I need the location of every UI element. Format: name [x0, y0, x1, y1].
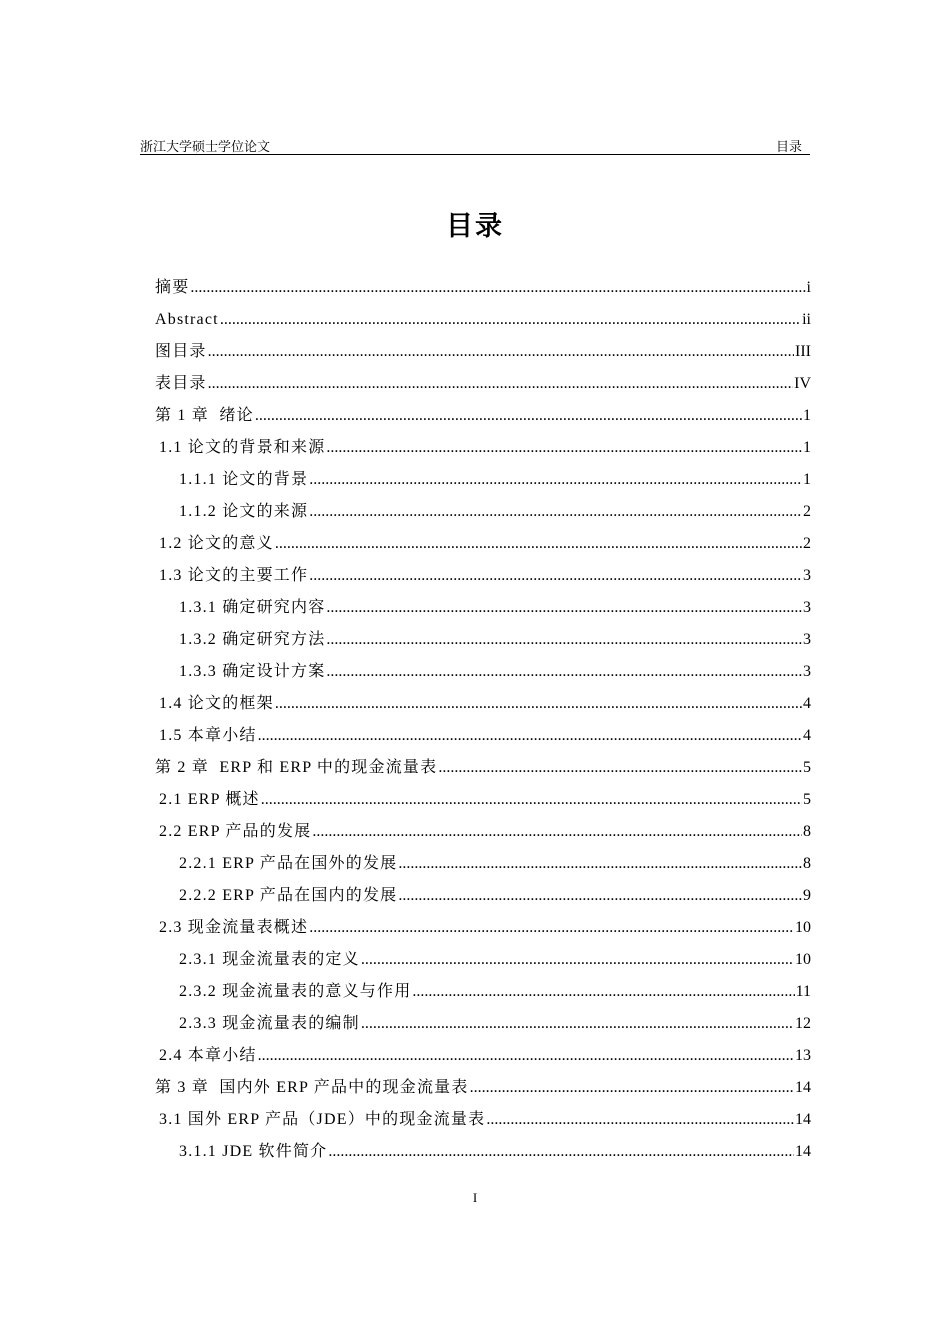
toc-entry-page: 2	[803, 535, 811, 552]
toc-leader-dots	[438, 752, 802, 784]
toc-leader-dots	[361, 944, 794, 976]
toc-leader-dots	[220, 304, 801, 336]
page-title: 目录	[446, 211, 504, 241]
page-number: I	[472, 1190, 478, 1205]
toc-entry-page: 1	[803, 407, 811, 424]
toc-leader-dots	[258, 1040, 794, 1072]
toc-entry-page: IV	[794, 375, 811, 392]
toc-entry[interactable]	[155, 1104, 811, 1136]
toc-entry-label: 2.2 ERP 产品的发展	[159, 823, 312, 840]
toc-leader-dots	[398, 880, 802, 912]
toc-entry-page: 3	[803, 663, 811, 680]
table-of-contents	[155, 272, 811, 1168]
toc-leader-dots	[470, 1072, 794, 1104]
toc-entry[interactable]	[155, 528, 811, 560]
toc-leader-dots	[258, 720, 802, 752]
toc-leader-dots	[326, 624, 802, 656]
toc-entry[interactable]	[155, 656, 811, 688]
toc-entry-page: 14	[795, 1111, 811, 1128]
toc-entry-label: Abstract	[155, 311, 219, 328]
toc-leader-dots	[208, 336, 794, 368]
toc-leader-dots	[275, 688, 802, 720]
toc-entry-label: 3.1 国外 ERP 产品（JDE）中的现金流量表	[159, 1111, 486, 1128]
toc-entry[interactable]	[155, 336, 811, 368]
toc-entry[interactable]	[155, 976, 811, 1008]
toc-entry[interactable]	[155, 368, 811, 400]
toc-entry[interactable]	[155, 752, 811, 784]
toc-entry-label: 3.1.1 JDE 软件简介	[179, 1143, 328, 1160]
toc-leader-dots	[309, 560, 802, 592]
toc-entry-label: 第 2 章 ERP 和 ERP 中的现金流量表	[155, 759, 438, 776]
toc-entry[interactable]	[155, 720, 811, 752]
toc-entry-label: 1.3.2 确定研究方法	[179, 631, 326, 648]
toc-entry[interactable]	[155, 688, 811, 720]
toc-entry-page: 12	[795, 1015, 811, 1032]
toc-entry[interactable]	[155, 816, 811, 848]
toc-entry[interactable]	[155, 592, 811, 624]
toc-entry-page: 11	[795, 983, 811, 1000]
toc-entry[interactable]	[155, 624, 811, 656]
toc-entry-label: 1.1 论文的背景和来源	[159, 439, 326, 456]
toc-entry[interactable]	[155, 784, 811, 816]
toc-entry-page: 13	[795, 1047, 811, 1064]
toc-leader-dots	[190, 272, 805, 304]
toc-entry-label: 1.3 论文的主要工作	[159, 567, 309, 584]
toc-leader-dots	[208, 368, 794, 400]
toc-leader-dots	[326, 592, 802, 624]
toc-entry[interactable]	[155, 848, 811, 880]
toc-entry-label: 第 1 章 绪论	[155, 407, 254, 424]
toc-entry-page: ii	[802, 311, 811, 328]
toc-entry[interactable]	[155, 464, 811, 496]
toc-leader-dots	[255, 400, 802, 432]
toc-leader-dots	[261, 784, 802, 816]
running-header	[140, 136, 810, 155]
toc-entry-label: 图目录	[155, 343, 207, 360]
toc-entry[interactable]	[155, 1008, 811, 1040]
toc-entry[interactable]	[155, 272, 811, 304]
toc-entry-page: 14	[795, 1143, 811, 1160]
toc-entry-label: 2.3.1 现金流量表的定义	[179, 951, 360, 968]
toc-leader-dots	[412, 976, 794, 1008]
toc-entry-label: 摘要	[155, 279, 190, 296]
toc-entry-label: 1.4 论文的框架	[159, 695, 274, 712]
toc-entry-page: i	[806, 279, 811, 296]
toc-entry-page: 3	[803, 599, 811, 616]
toc-leader-dots	[309, 496, 802, 528]
toc-entry-page: 8	[803, 823, 811, 840]
toc-entry-label: 2.3.3 现金流量表的编制	[179, 1015, 360, 1032]
toc-entry-page: 8	[803, 855, 811, 872]
toc-entry-label: 1.5 本章小结	[159, 727, 257, 744]
toc-entry-page: 9	[803, 887, 811, 904]
toc-entry-page: 14	[795, 1079, 811, 1096]
header-section-title: 目录	[775, 139, 802, 154]
toc-entry-page: III	[795, 343, 811, 360]
toc-leader-dots	[312, 816, 802, 848]
toc-entry-label: 2.4 本章小结	[159, 1047, 257, 1064]
toc-leader-dots	[275, 528, 802, 560]
toc-entry-label: 2.1 ERP 概述	[159, 791, 260, 808]
toc-leader-dots	[361, 1008, 794, 1040]
toc-entry-label: 1.2 论文的意义	[159, 535, 274, 552]
toc-leader-dots	[326, 656, 802, 688]
toc-entry-label: 1.1.2 论文的来源	[179, 503, 309, 520]
toc-entry-label: 第 3 章 国内外 ERP 产品中的现金流量表	[155, 1079, 469, 1096]
toc-entry[interactable]	[155, 912, 811, 944]
toc-leader-dots	[309, 464, 802, 496]
toc-entry[interactable]	[155, 560, 811, 592]
toc-entry-page: 5	[803, 759, 811, 776]
toc-entry-label: 1.1.1 论文的背景	[179, 471, 309, 488]
toc-leader-dots	[328, 1136, 794, 1168]
header-thesis-title: 浙江大学硕士学位论文	[140, 139, 271, 154]
toc-entry-label: 1.3.3 确定设计方案	[179, 663, 326, 680]
toc-entry[interactable]	[155, 432, 811, 464]
toc-entry-page: 10	[795, 951, 811, 968]
toc-entry[interactable]	[155, 1040, 811, 1072]
toc-entry[interactable]	[155, 1136, 811, 1168]
toc-entry-label: 2.3 现金流量表概述	[159, 919, 309, 936]
toc-entry-page: 1	[803, 471, 811, 488]
toc-leader-dots	[486, 1104, 794, 1136]
toc-entry-page: 4	[803, 695, 811, 712]
toc-entry-page: 2	[803, 503, 811, 520]
toc-entry[interactable]	[155, 400, 811, 432]
toc-entry[interactable]	[155, 880, 811, 912]
toc-leader-dots	[326, 432, 802, 464]
toc-entry[interactable]	[155, 1072, 811, 1104]
toc-entry-page: 3	[803, 567, 811, 584]
toc-entry-page: 1	[803, 439, 811, 456]
toc-entry[interactable]	[155, 496, 811, 528]
toc-leader-dots	[309, 912, 794, 944]
toc-entry-label: 表目录	[155, 375, 207, 392]
toc-entry-label: 2.2.1 ERP 产品在国外的发展	[179, 855, 398, 872]
toc-entry[interactable]	[155, 944, 811, 976]
toc-entry-page: 5	[803, 791, 811, 808]
toc-entry[interactable]	[155, 304, 811, 336]
toc-entry-page: 3	[803, 631, 811, 648]
toc-entry-page: 10	[795, 919, 811, 936]
toc-entry-label: 2.3.2 现金流量表的意义与作用	[179, 983, 412, 1000]
toc-entry-page: 4	[803, 727, 811, 744]
toc-entry-label: 1.3.1 确定研究内容	[179, 599, 326, 616]
toc-entry-label: 2.2.2 ERP 产品在国内的发展	[179, 887, 398, 904]
toc-leader-dots	[398, 848, 802, 880]
